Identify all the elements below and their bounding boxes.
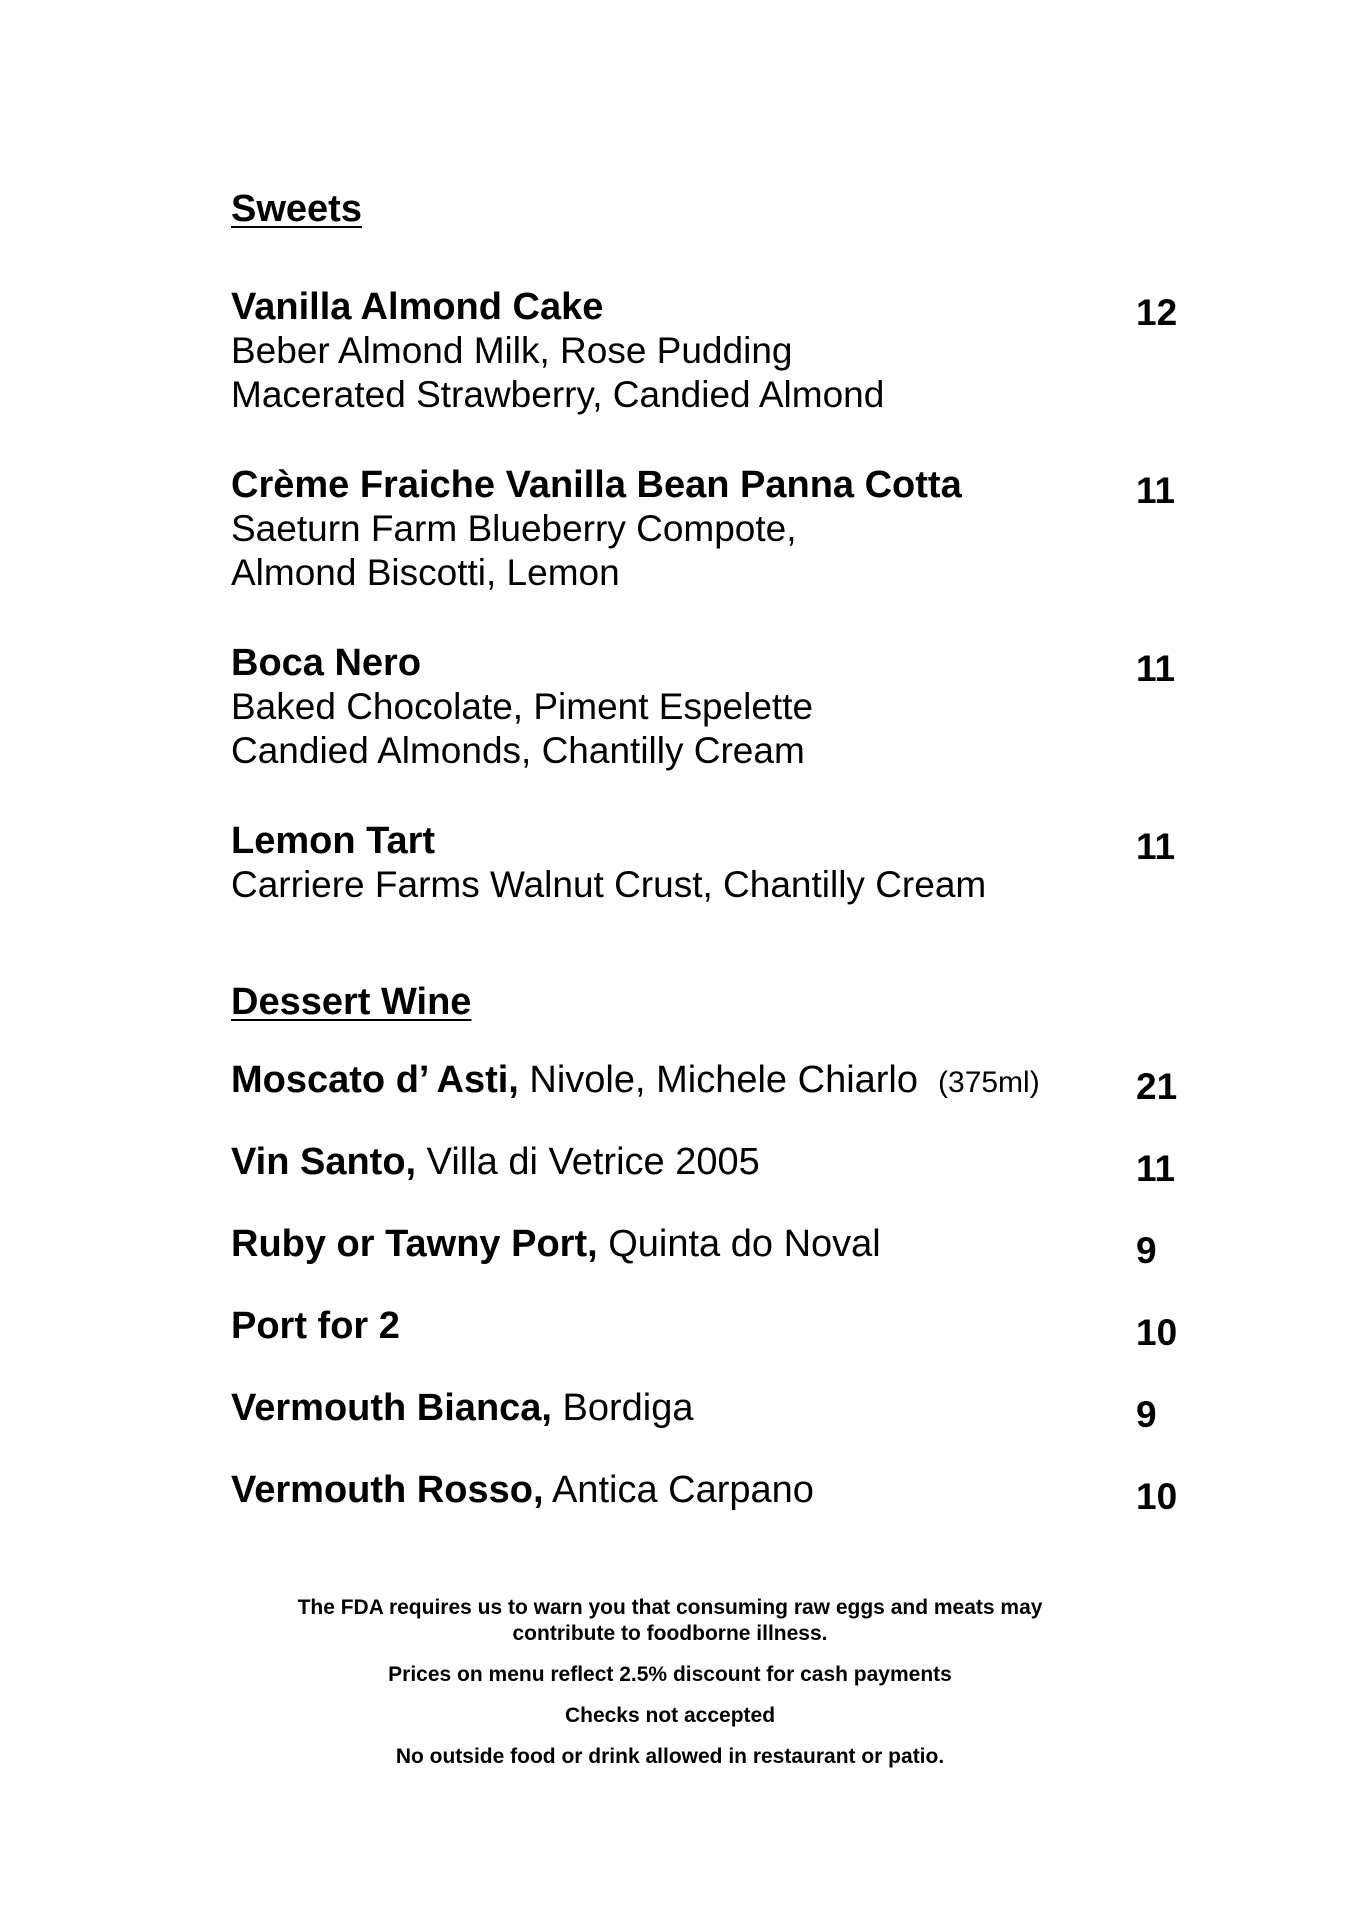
- wine-item-moscato: [231, 1058, 1191, 1108]
- wine-detail: Villa di Vetrice 2005: [416, 1141, 760, 1183]
- wine-price: 10: [1136, 1312, 1178, 1353]
- wine-price: 10: [1136, 1476, 1178, 1517]
- wine-item-vermouth-bianca: [231, 1386, 1191, 1436]
- cash-discount-note: Prices on menu reflect 2.5% discount for cash payments: [388, 1663, 952, 1686]
- wine-name: Moscato d’ Asti,: [231, 1059, 519, 1101]
- menu-item-desc: Saeturn Farm Blueberry Compote,: [231, 508, 797, 549]
- wine-name: Port for 2: [231, 1305, 400, 1347]
- wine-price: 11: [1136, 1148, 1176, 1189]
- menu-item-price: 11: [1136, 826, 1176, 867]
- menu-item-desc: Macerated Strawberry, Candied Almond: [231, 374, 885, 415]
- menu-item-vanilla-almond-cake: [231, 285, 1191, 417]
- wine-price: 21: [1136, 1066, 1178, 1107]
- wine-name: Ruby or Tawny Port,: [231, 1223, 598, 1265]
- wine-name: Vermouth Rosso,: [231, 1469, 544, 1511]
- wine-item-vermouth-rosso: [231, 1468, 1191, 1518]
- menu-item-desc: Carriere Farms Walnut Crust, Chantilly Cream: [231, 864, 987, 905]
- dessert-wine-heading: Dessert Wine: [231, 981, 472, 1023]
- wine-detail: Antica Carpano: [543, 1469, 814, 1511]
- wine-price: 9: [1136, 1394, 1157, 1435]
- menu-item-name: Crème Fraiche Vanilla Bean Panna Cotta: [231, 464, 962, 506]
- wine-size: (375ml): [938, 1066, 1040, 1099]
- menu-item-boca-nero: [231, 641, 1191, 773]
- menu-item-desc: Candied Almonds, Chantilly Cream: [231, 730, 805, 771]
- menu-item-desc: Almond Biscotti, Lemon: [231, 552, 620, 593]
- menu-item-price: 12: [1136, 292, 1178, 333]
- wine-item-port: [231, 1222, 1191, 1272]
- menu-item-desc: Beber Almond Milk, Rose Pudding: [231, 330, 793, 371]
- wine-detail: Nivole, Michele Chiarlo: [518, 1059, 919, 1101]
- fda-warning: The FDA requires us to warn you that consuming raw eggs and meats may contribute to foodborne illness.: [297, 1596, 1043, 1645]
- menu-item-price: 11: [1136, 470, 1176, 511]
- menu-item-price: 11: [1136, 648, 1176, 689]
- wine-price: 9: [1136, 1230, 1157, 1271]
- checks-note: Checks not accepted: [564, 1704, 776, 1727]
- wine-item-vin-santo: [231, 1140, 1191, 1190]
- wine-detail: Quinta do Noval: [597, 1223, 881, 1265]
- menu-item-name: Vanilla Almond Cake: [231, 286, 604, 328]
- menu-item-lemon-tart: [231, 819, 1191, 907]
- menu-item-desc: Baked Chocolate, Piment Espelette: [231, 686, 814, 727]
- wine-detail: Bordiga: [551, 1387, 694, 1429]
- menu-item-name: Boca Nero: [231, 642, 422, 684]
- wine-item-port-for-2: [231, 1304, 1191, 1354]
- wine-name: Vin Santo,: [231, 1141, 417, 1183]
- menu-item-panna-cotta: [231, 463, 1191, 595]
- outside-food-note: No outside food or drink allowed in restaurant or patio.: [395, 1745, 945, 1768]
- menu-notes: [200, 1595, 1140, 1785]
- sweets-heading: Sweets: [231, 188, 362, 230]
- wine-name: Vermouth Bianca,: [231, 1387, 552, 1429]
- menu-item-name: Lemon Tart: [231, 820, 436, 862]
